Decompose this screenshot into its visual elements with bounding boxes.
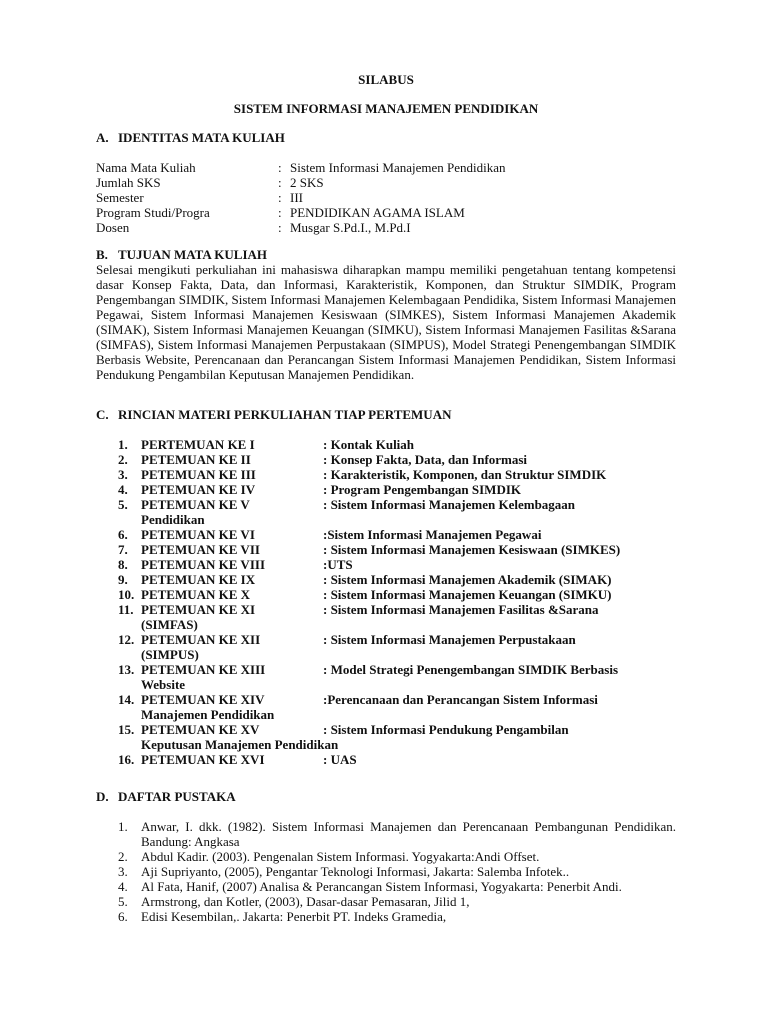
meeting-number: 14. — [118, 692, 135, 707]
identity-table — [96, 160, 676, 235]
meeting-number: 2. — [118, 452, 128, 467]
meeting-topic: : Kontak Kuliah — [323, 437, 415, 452]
meeting-name: PETEMUAN KE XI — [141, 602, 256, 617]
identity-sep: : — [278, 175, 282, 190]
section-a-heading — [96, 130, 676, 145]
meeting-number: 16. — [118, 752, 135, 767]
meeting-name: PETEMUAN KE IX — [141, 572, 256, 587]
reference-item — [96, 849, 676, 864]
reference-number: 2. — [118, 849, 128, 864]
meeting-item — [96, 527, 676, 542]
identity-value: Sistem Informasi Manajemen Pendidikan — [290, 160, 506, 175]
identity-value: PENDIDIKAN AGAMA ISLAM — [290, 205, 465, 220]
document-subtitle: SISTEM INFORMASI MANAJEMEN PENDIDIKAN — [233, 101, 539, 116]
reference-text: Edisi Kesembilan,. Jakarta: Penerbit PT. Indeks Gramedia, — [141, 909, 447, 924]
reference-text: Abdul Kadir. (2003). Pengenalan Sistem Informasi. Yogyakarta:Andi Offset. — [141, 849, 540, 864]
meeting-item — [96, 722, 676, 737]
identity-key: Jumlah SKS — [96, 175, 161, 190]
meeting-item — [96, 662, 676, 677]
section-c-letter: C. — [96, 407, 109, 422]
identity-key: Program Studi/Progra — [96, 205, 210, 220]
meeting-topic: : Program Pengembangan SIMDIK — [323, 482, 522, 497]
section-a-title: IDENTITAS MATA KULIAH — [118, 130, 285, 145]
identity-key: Nama Mata Kuliah — [96, 160, 196, 175]
reference-item — [96, 864, 676, 879]
reference-number: 6. — [118, 909, 128, 924]
meeting-number: 4. — [118, 482, 128, 497]
reference-item — [96, 879, 676, 894]
meeting-number: 13. — [118, 662, 135, 677]
meeting-number: 1. — [118, 437, 128, 452]
reference-number: 1. — [118, 819, 128, 834]
identity-row — [96, 220, 676, 235]
meeting-number: 10. — [118, 587, 135, 602]
meeting-name: PETEMUAN KE III — [141, 467, 256, 482]
identity-row — [96, 175, 676, 190]
meeting-item — [96, 602, 676, 617]
meeting-item — [96, 467, 676, 482]
identity-sep: : — [278, 160, 282, 175]
section-c-title: RINCIAN MATERI PERKULIAHAN TIAP PERTEMUAN — [118, 407, 452, 422]
meeting-topic-continuation: Website — [141, 677, 186, 692]
identity-value: III — [290, 190, 303, 205]
section-b-letter: B. — [96, 247, 108, 262]
references-list — [96, 819, 676, 924]
meeting-item — [96, 482, 676, 497]
meeting-name: PETEMUAN KE XIV — [141, 692, 265, 707]
meeting-item — [96, 587, 676, 602]
meeting-number: 15. — [118, 722, 135, 737]
meeting-item — [96, 497, 676, 512]
meeting-item — [96, 452, 676, 467]
section-c-heading — [96, 407, 676, 422]
reference-number: 4. — [118, 879, 128, 894]
reference-item — [96, 819, 676, 849]
meeting-topic-continuation: Keputusan Manajemen Pendidikan — [141, 737, 339, 752]
document-page — [96, 72, 676, 924]
meeting-topic: : Sistem Informasi Manajemen Perpustakaan — [323, 632, 576, 647]
meeting-name: PETEMUAN KE II — [141, 452, 251, 467]
meeting-item — [96, 437, 676, 452]
meeting-name: PETEMUAN KE XVI — [141, 752, 265, 767]
meeting-name: PETEMUAN KE XIII — [141, 662, 266, 677]
reference-text: Aji Supriyanto, (2005), Pengantar Teknologi Informasi, Jakarta: Salemba Infotek.. — [141, 864, 570, 879]
meeting-topic-continuation: (SIMPUS) — [141, 647, 199, 662]
identity-sep: : — [278, 190, 282, 205]
reference-text: Anwar, I. dkk. (1982). Sistem Informasi Manajemen dan Perencanaan Pembangunan Pendidikan. Bandung: Angkasa — [141, 819, 676, 849]
meeting-topic: : Sistem Informasi Pendukung Pengambilan — [323, 722, 569, 737]
meeting-topic: :UTS — [323, 557, 353, 572]
section-d-letter: D. — [96, 789, 109, 804]
section-b-heading — [96, 247, 676, 262]
reference-number: 5. — [118, 894, 128, 909]
meeting-topic-continuation: Pendidikan — [141, 512, 205, 527]
meeting-name: PETEMUAN KE XII — [141, 632, 261, 647]
reference-text: Armstrong, dan Kotler, (2003), Dasar-dasar Pemasaran, Jilid 1, — [141, 894, 470, 909]
identity-row — [96, 205, 676, 220]
meeting-name: PETEMUAN KE X — [141, 587, 251, 602]
meeting-topic-continuation: (SIMFAS) — [141, 617, 198, 632]
meeting-name: PETEMUAN KE VI — [141, 527, 255, 542]
section-a-letter: A. — [96, 130, 109, 145]
meeting-topic: : Sistem Informasi Manajemen Kesiswaan (SIMKES) — [323, 542, 621, 557]
meeting-item — [96, 752, 676, 767]
meeting-topic: : Karakteristik, Komponen, dan Struktur SIMDIK — [323, 467, 607, 482]
meeting-topic: : Model Strategi Penengembangan SIMDIK Berbasis — [323, 662, 619, 677]
meeting-item — [96, 632, 676, 647]
reference-text: Al Fata, Hanif, (2007) Analisa & Perancangan Sistem Informasi, Yogyakarta: Penerbit Andi. — [141, 879, 622, 894]
identity-sep: : — [278, 205, 282, 220]
meeting-topic: : Sistem Informasi Manajemen Fasilitas &Sarana — [323, 602, 599, 617]
meeting-item — [96, 542, 676, 557]
meeting-topic: : Sistem Informasi Manajemen Keuangan (SIMKU) — [323, 587, 612, 602]
meeting-item — [96, 557, 676, 572]
meeting-name: PETEMUAN KE V — [141, 497, 250, 512]
reference-item — [96, 894, 676, 909]
identity-key: Semester — [96, 190, 144, 205]
identity-value: 2 SKS — [290, 175, 324, 190]
document-title: SILABUS — [358, 72, 414, 87]
section-d-title: DAFTAR PUSTAKA — [118, 789, 236, 804]
section-b-title: TUJUAN MATA KULIAH — [118, 247, 268, 262]
meeting-topic: :Perencanaan dan Perancangan Sistem Informasi — [323, 692, 598, 707]
meeting-topic: : Sistem Informasi Manajemen Kelembagaan — [323, 497, 576, 512]
reference-number: 3. — [118, 864, 128, 879]
meeting-item — [96, 692, 676, 707]
course-objective-text: Selesai mengikuti perkuliahan ini mahasiswa diharapkan mampu memiliki pengetahuan tentang kompetensi dasar Konsep Fakta, Data, dan Informasi, Karakteristik, Komponen, dan Struktur SIMDIK, Program Pengembangan SIMDIK, Sistem Informasi Manajemen Kelembagaan Pendidika, Sistem Informasi Manajemen Pegawai, Sistem Informasi Manajemen Kesiswaan (SIMKES), Sistem Informasi Manajemen Akademik (SIMAK), Sistem Informasi Manajemen Keuangan (SIMKU), Sistem Informasi Manajemen Fasilitas &Sarana (SIMFAS), Sistem Informasi Manajemen Perpustakaan (SIMPUS), Model Strategi Penengembangan SIMDIK Berbasis Website, Perencanaan dan Perancangan Sistem Informasi Manajemen Pendidikan, Sistem Informasi Pendukung Pengambilan Keputusan Manajemen Pendidikan. — [96, 262, 676, 382]
meeting-number: 11. — [118, 602, 134, 617]
identity-sep: : — [278, 220, 282, 235]
meeting-name: PETEMUAN KE IV — [141, 482, 256, 497]
meeting-number: 12. — [118, 632, 135, 647]
meeting-topic: : UAS — [323, 752, 357, 767]
section-d-heading — [96, 789, 676, 804]
identity-key: Dosen — [96, 220, 130, 235]
reference-item — [96, 909, 676, 924]
identity-row — [96, 190, 676, 205]
meeting-name: PETEMUAN KE VII — [141, 542, 260, 557]
meeting-topic: :Sistem Informasi Manajemen Pegawai — [323, 527, 542, 542]
meetings-list — [96, 437, 676, 767]
meeting-name: PETEMUAN KE VIII — [141, 557, 266, 572]
meeting-number: 6. — [118, 527, 128, 542]
identity-row — [96, 160, 676, 175]
meeting-name: PERTEMUAN KE I — [141, 437, 255, 452]
meeting-number: 3. — [118, 467, 128, 482]
meeting-number: 9. — [118, 572, 128, 587]
meeting-topic: : Konsep Fakta, Data, dan Informasi — [323, 452, 528, 467]
meeting-number: 5. — [118, 497, 128, 512]
identity-value: Musgar S.Pd.I., M.Pd.I — [290, 220, 411, 235]
meeting-number: 7. — [118, 542, 128, 557]
meeting-number: 8. — [118, 557, 128, 572]
meeting-name: PETEMUAN KE XV — [141, 722, 260, 737]
meeting-topic-continuation: Manajemen Pendidikan — [141, 707, 275, 722]
meeting-item — [96, 572, 676, 587]
meeting-topic: : Sistem Informasi Manajemen Akademik (SIMAK) — [323, 572, 612, 587]
